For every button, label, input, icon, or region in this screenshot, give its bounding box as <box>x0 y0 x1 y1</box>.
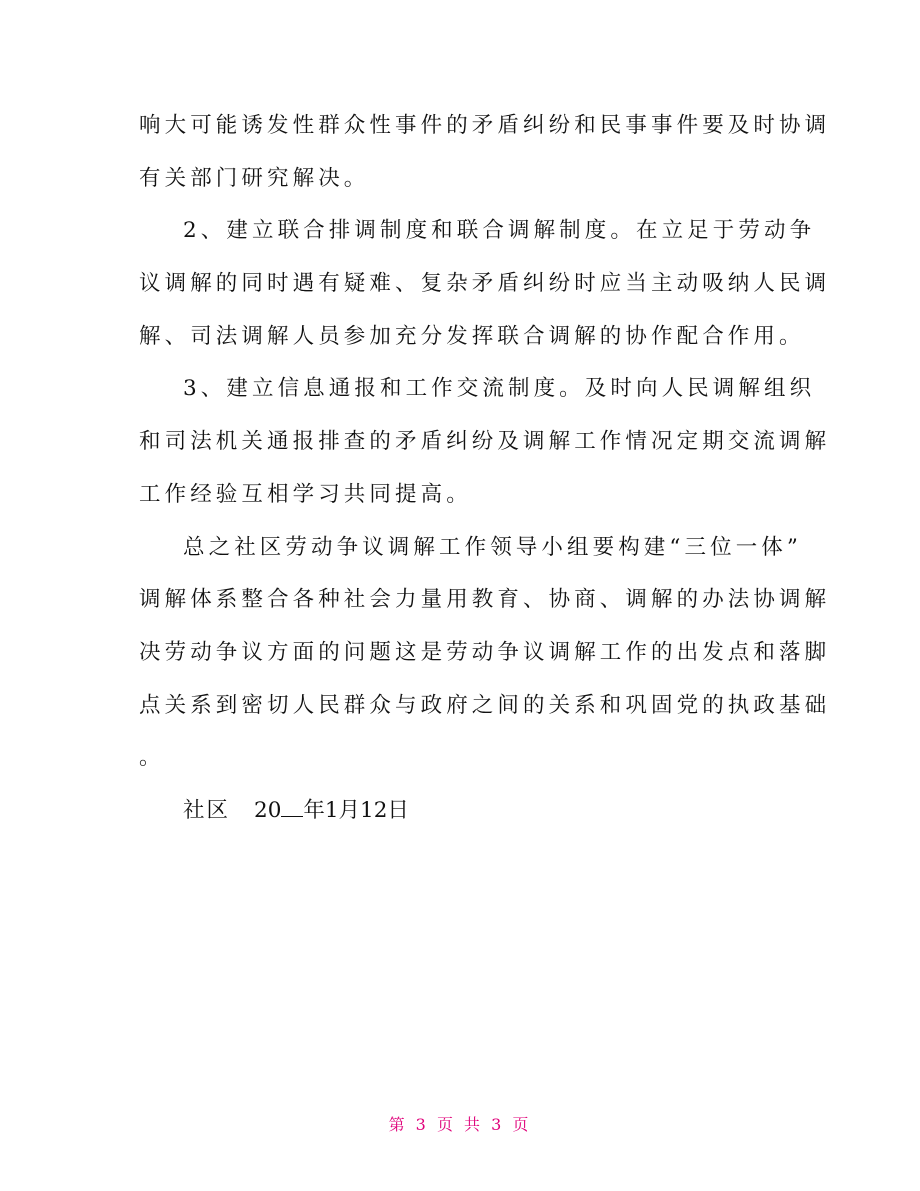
text-line: 工作经验互相学习共同提高。 <box>139 481 472 507</box>
text-line: 总之社区劳动争议调解工作领导小组要构建“三位一体” <box>183 534 802 560</box>
text-line: 和司法机关通报排查的矛盾纠纷及调解工作情况定期交流调解 <box>139 429 831 455</box>
text-line: 决劳动争议方面的问题这是劳动争议调解工作的出发点和落脚 <box>139 639 831 665</box>
year-blank <box>281 802 303 817</box>
document-body <box>139 100 831 838</box>
text-line: 有关部门研究解决。 <box>139 165 370 191</box>
text-line: 点关系到密切人民群众与政府之间的关系和巩固党的执政基础 <box>139 692 831 718</box>
signature-org: 社区 <box>183 797 231 823</box>
text-line: 3、建立信息通报和工作交流制度。及时向人民调解组织 <box>183 376 816 402</box>
signature-year-prefix: 20 <box>254 797 282 823</box>
page-number-footer: 第 3 页 共 3 页 <box>388 1115 532 1134</box>
signature-date: 年1月12日 <box>303 797 409 823</box>
text-line: 。 <box>139 745 165 771</box>
text-line: 议调解的同时遇有疑难、复杂矛盾纠纷时应当主动吸纳人民调 <box>139 271 831 297</box>
signature-line <box>139 785 799 838</box>
text-line: 响大可能诱发性群众性事件的矛盾纠纷和民事事件要及时协调 <box>139 113 831 138</box>
text-line: 调解体系整合各种社会力量用教育、协商、调解的办法协调解 <box>139 587 831 613</box>
text-line: 2、建立联合排调制度和联合调解制度。在立足于劳动争 <box>183 218 816 244</box>
text-line: 解、司法调解人员参加充分发挥联合调解的协作配合作用。 <box>139 323 805 349</box>
